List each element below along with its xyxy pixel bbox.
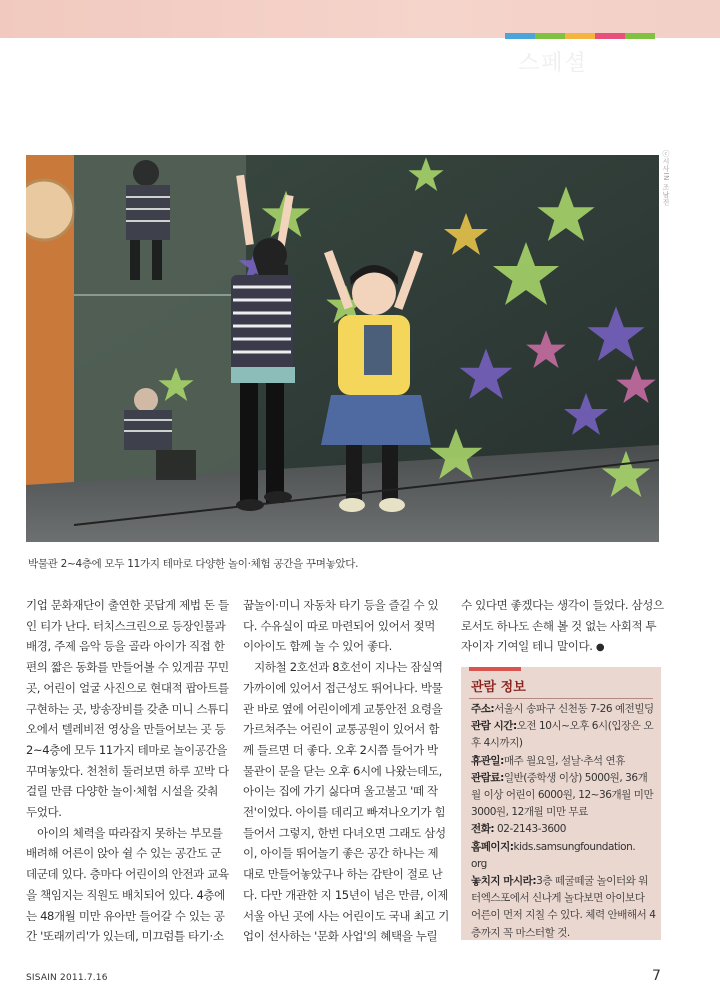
text-line: 들어서 그렇지, 한번 다녀오면 그래도 삼성 [243, 825, 446, 840]
info-box-body [471, 701, 657, 942]
text-line: 꾸며놓았다. 천천히 둘러보면 하루 꼬박 다 [26, 763, 229, 778]
text-line: 편의 짧은 동화를 만들어볼 수 있게끔 꾸민 [26, 660, 229, 675]
info-row-hours-cont: 후 4시까지) [471, 737, 523, 750]
text-line [461, 636, 661, 659]
text-line: 배려해 어른이 앉아 쉴 수 있는 공간도 군 [26, 846, 222, 861]
text-line: 수 있다면 좋겠다는 생각이 들었다. 삼성으 [461, 598, 664, 612]
info-box-title: 관람 정보 [471, 680, 526, 695]
info-divider [469, 698, 653, 699]
text-line: 다. 다만 개관한 지 15년이 넘은 만큼, 이제 [243, 887, 449, 902]
text-line: 이아이도 함께 놀 수 있어 좋다. [243, 639, 392, 654]
info-box-accent [469, 667, 521, 671]
text-line: 을 책임지는 직원도 배치되어 있다. 4층에 [26, 887, 225, 902]
info-row-fee-cont: 월 이상 어린이 6000원, 12~36개월 미만 [471, 789, 654, 802]
text-line: 꿉놀이·미니 자동차 타기 등을 즐길 수 있 [243, 598, 439, 612]
text-line: 대로 만들어놓았구나 하는 감탄이 절로 난 [243, 867, 443, 882]
text-line: 2~4층에 모두 11가지 테마로 놀이공간을 [26, 742, 227, 757]
text-line: 기업 문화재단이 출연한 곳답게 제법 돈 들 [26, 598, 229, 612]
faint-header-text: 스페셜 [518, 51, 588, 76]
text-line: 아이는 집에 가기 싫다며 울고불고 '떼 작 [243, 784, 438, 799]
text-line: 관 바로 옆에 어린이에게 교통안전 요령을 [243, 701, 443, 716]
text-line: 서울 아닌 곳에 사는 어린이도 국내 최고 기 [243, 908, 450, 923]
info-row-closed: 휴관일:매주 월요일, 설날·추석 연휴 [471, 754, 625, 767]
text-line: 다. 수유실이 따로 마련되어 있어서 젖먹 [243, 618, 435, 633]
end-mark: ● [595, 642, 605, 654]
text-line: 걸릴 만큼 다양한 놀이·체험 시설을 갖춰 [26, 784, 218, 799]
text-line: 지하철 2호선과 8호선이 지나는 잠실역 [243, 660, 443, 675]
info-row-tip: 놓치지 마시라:3층 떼굴떼굴 놀이터와 워 [471, 875, 648, 888]
info-row-homepage: 홈페이지:kids.samsungfoundation. [471, 840, 636, 853]
header-color-bars [505, 33, 655, 39]
text-line: 로서도 하나도 손해 볼 것 없는 사회적 투 [461, 618, 657, 633]
visitor-info-box [461, 667, 661, 940]
magazine-issue: SISAIN 2011.7.16 [26, 973, 108, 983]
info-row-address: 주소:서울시 송파구 신천동 7-26 예전빌딩 [471, 703, 654, 715]
photo-caption: 박물관 2~4층에 모두 11가지 테마로 다양한 놀이·체험 공간을 꾸며놓았다. [28, 558, 359, 570]
info-row-homepage-cont: org [471, 857, 487, 870]
text-line: 전'이었다. 아이를 데리고 빠져나오기가 힘 [243, 805, 446, 820]
info-row-fee-cont: 3000원, 12개월 미만 무료 [471, 806, 588, 819]
article-column-3 [461, 595, 664, 659]
info-row-phone: 전화: 02-2143-3600 [471, 823, 567, 836]
photo-illustration [26, 155, 659, 542]
text-line: 께 들르면 더 좋다. 오후 2시쯤 들어가 박 [243, 742, 438, 757]
text-line: 물관이 문을 닫는 오후 6시에 나왔는데도, [243, 763, 442, 778]
info-row-tip-cont: 층까지 꼭 마스터할 것. [471, 926, 570, 939]
text-line: 가까이에 있어서 접근성도 뛰어나다. 박물 [243, 680, 443, 695]
text-line: 인 티가 난다. 터치스크린으로 등장인물과 [26, 618, 226, 633]
info-row-tip-cont: 터엑스포에서 신나게 놀다보면 아이보다 [471, 892, 645, 905]
children-museum-photo [26, 155, 659, 542]
article-column-1 [26, 595, 229, 947]
text-line: 오에서 텔레비전 영상을 만들어보는 곳 등 [26, 722, 226, 737]
article-column-2 [243, 595, 448, 947]
info-row-hours: 관람 시간:오전 10시~오후 6시(입장은 오 [471, 720, 654, 733]
info-row-tip-cont: 어른이 먼저 지칠 수 있다. 체력 안배해서 4 [471, 909, 656, 922]
info-row-fee: 관람료:일반(중학생 이상) 5000원, 36개 [471, 771, 648, 784]
text-line: 간 '또래끼리'가 있는데, 미끄럼틀 타기·소 [26, 929, 224, 944]
text-line: 가르쳐주는 어린이 교통공원이 있어서 함 [243, 722, 440, 737]
text-line-content: 자이자 기여일 테니 말이다. [461, 639, 593, 654]
page-number: 7 [652, 968, 661, 984]
text-line: 두었다. [26, 805, 62, 820]
text-line: 업이 선사하는 '문화 사업'의 혜택을 누릴 [243, 929, 438, 944]
text-line: 구현하는 곳, 방송장비를 갖춘 미니 스튜디 [26, 701, 229, 716]
photo-credit: ⓒ시사IN 조남진 [662, 150, 670, 207]
text-line: 곳, 어린이 얼굴 사진으로 현대적 팝아트를 [26, 680, 229, 695]
text-line: 는 48개월 미만 유아만 들어갈 수 있는 공 [26, 908, 225, 923]
text-line: 아이의 체력을 따라잡지 못하는 부모를 [26, 825, 223, 840]
text-line: 배경, 주제 음악 등을 골라 아이가 직접 한 [26, 639, 225, 654]
text-line: 이, 아이들 뛰어놀기 좋은 공간 하나는 제 [243, 846, 439, 861]
text-line: 데군데 있다. 층마다 어린이의 안전과 교육 [26, 867, 229, 882]
